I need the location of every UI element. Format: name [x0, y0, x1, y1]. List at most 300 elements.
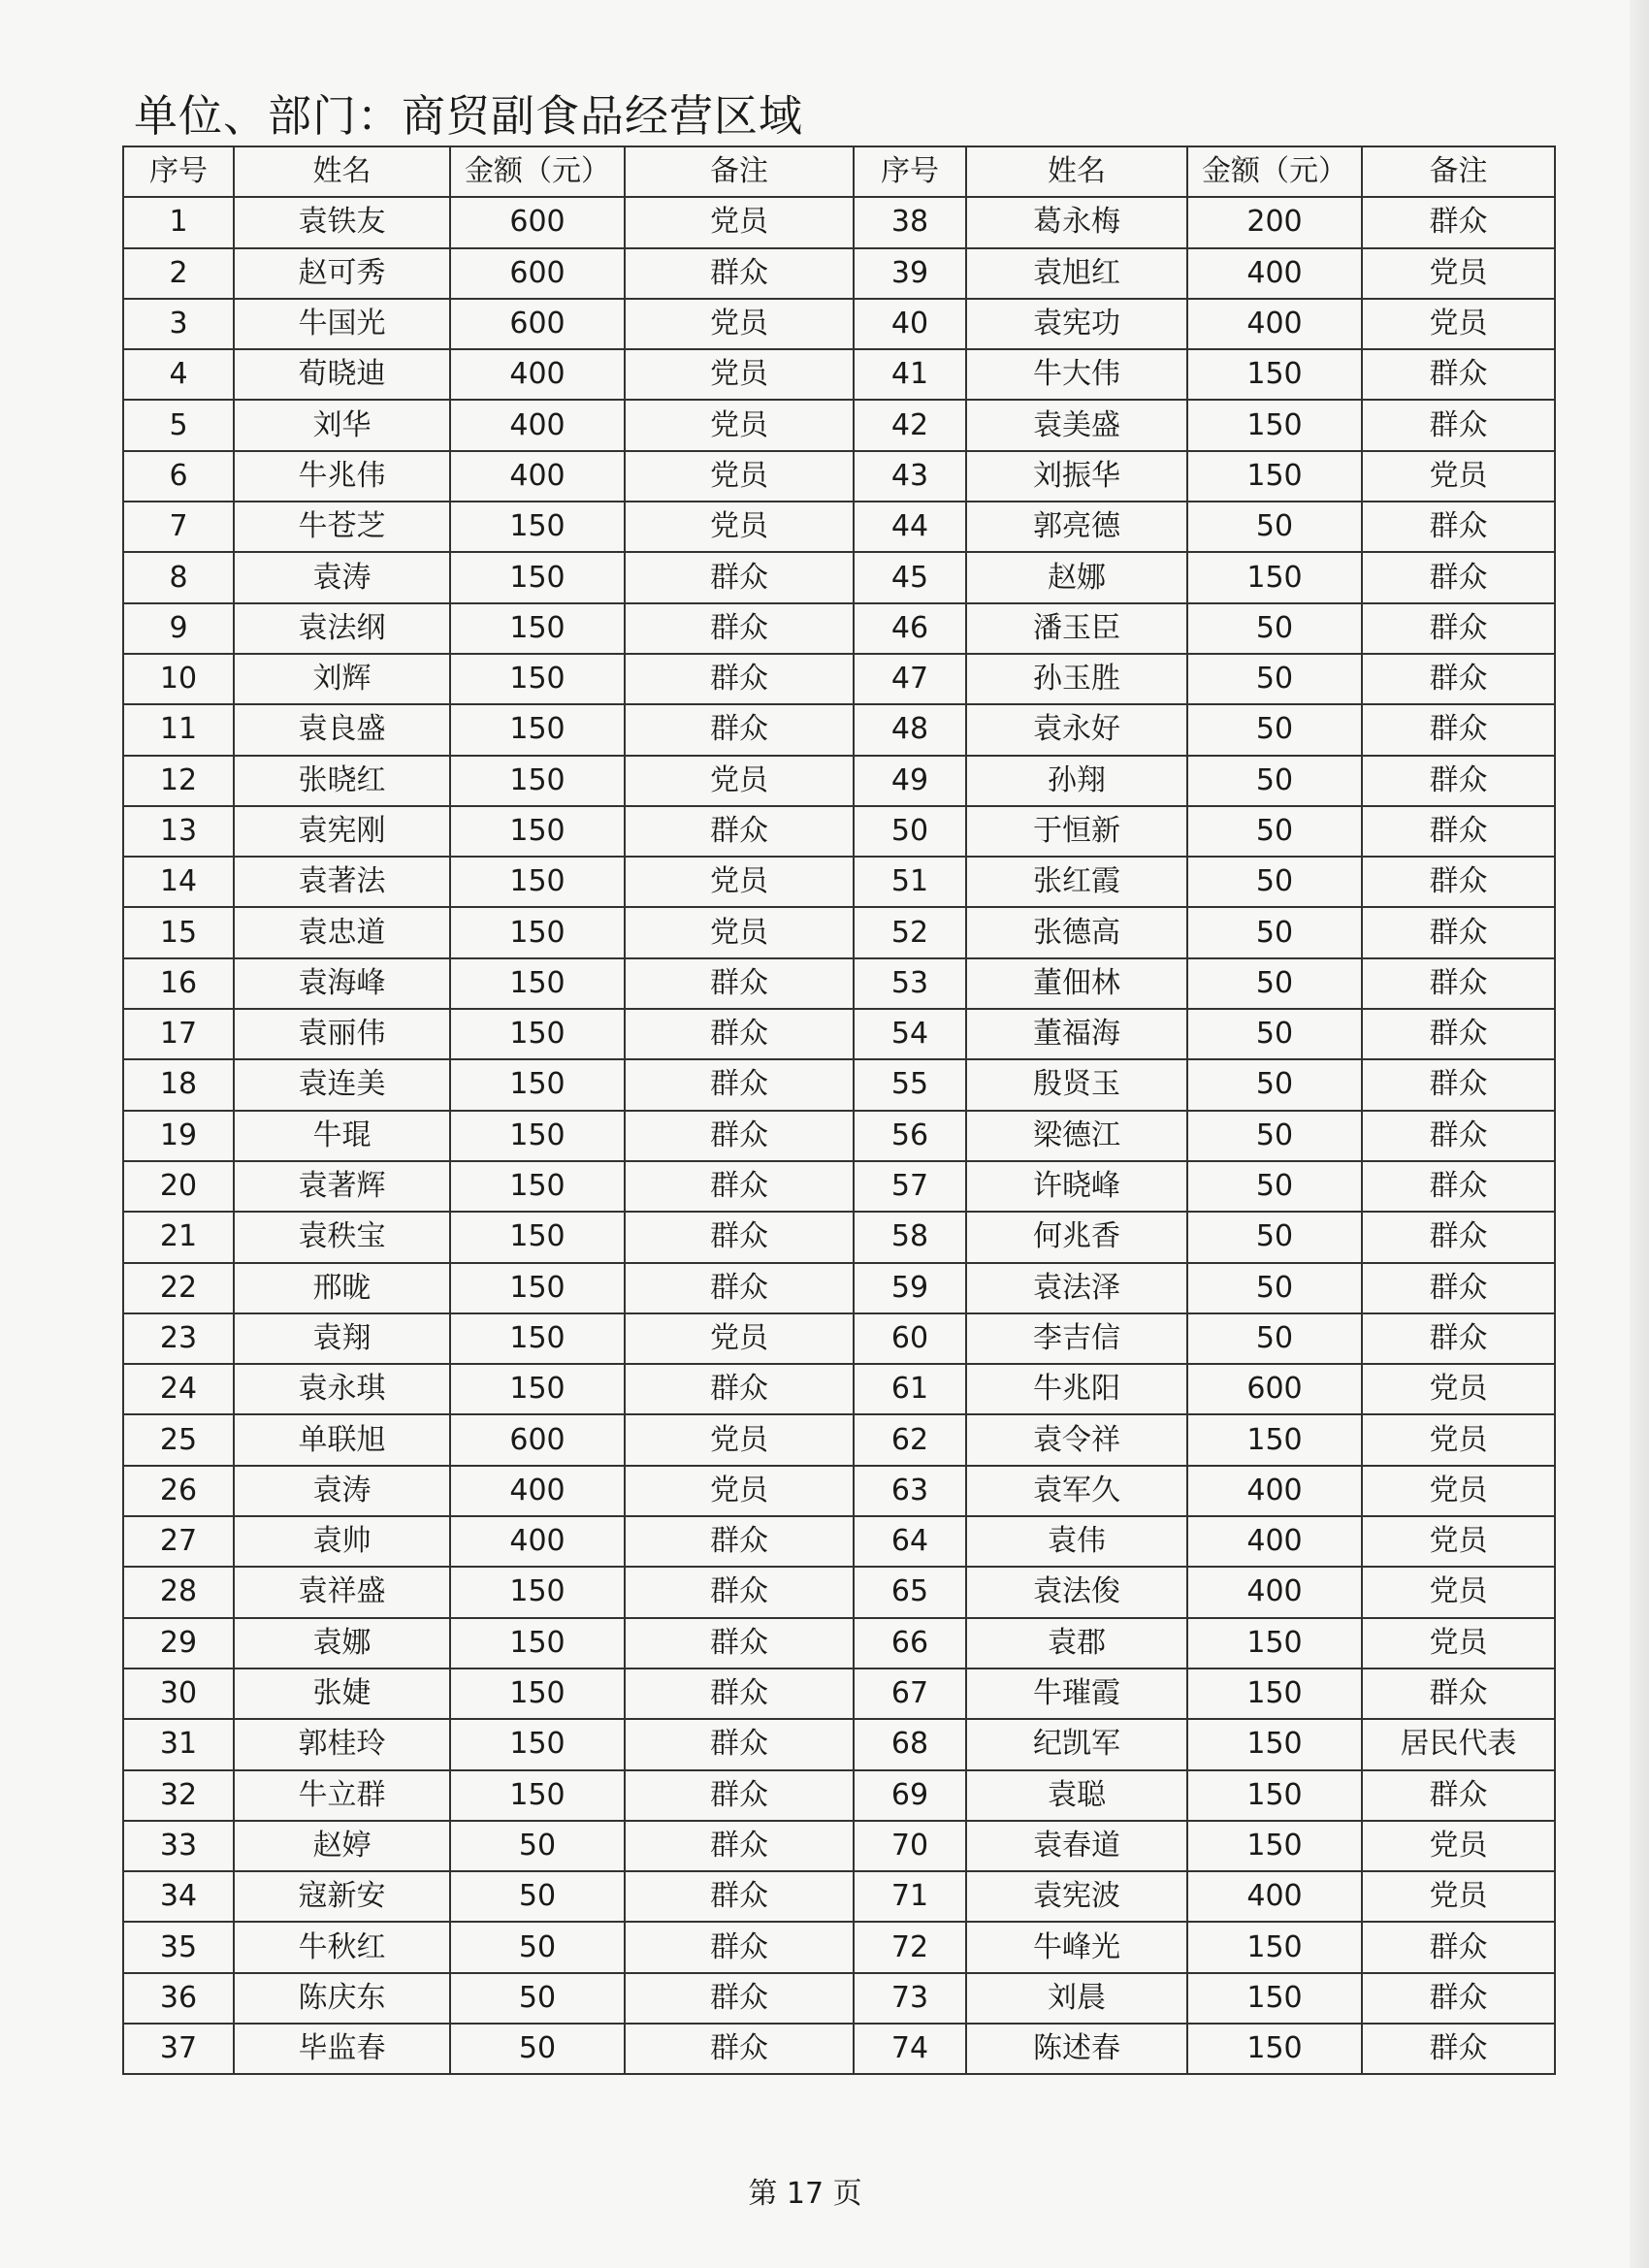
seq-cell: 50	[854, 806, 966, 857]
remark-cell: 群众	[625, 552, 854, 602]
amount-cell: 50	[450, 1922, 625, 1972]
amount-cell: 400	[450, 1516, 625, 1567]
remark-cell: 群众	[625, 1059, 854, 1110]
seq-cell: 15	[123, 907, 234, 957]
name-cell: 袁美盛	[966, 400, 1187, 450]
table-row	[123, 1719, 1555, 1769]
name-cell: 赵娜	[966, 552, 1187, 602]
table-row	[123, 1567, 1555, 1617]
amount-cell: 50	[1187, 857, 1362, 907]
seq-cell: 33	[123, 1821, 234, 1871]
remark-cell: 党员	[625, 756, 854, 806]
remark-cell: 群众	[625, 1161, 854, 1212]
amount-cell: 150	[450, 907, 625, 957]
seq-cell: 42	[854, 400, 966, 450]
remark-cell: 群众	[625, 1922, 854, 1972]
seq-cell: 7	[123, 502, 234, 552]
amount-cell: 150	[450, 704, 625, 755]
remark-cell: 群众	[1362, 1161, 1555, 1212]
remark-cell: 群众	[1362, 349, 1555, 400]
amount-cell: 600	[450, 1414, 625, 1465]
table-row	[123, 1821, 1555, 1871]
remark-cell: 党员	[1362, 1871, 1555, 1922]
name-cell: 刘晨	[966, 1973, 1187, 2024]
remark-cell: 群众	[1362, 2024, 1555, 2074]
seq-cell: 30	[123, 1669, 234, 1719]
seq-cell: 29	[123, 1618, 234, 1669]
name-cell: 董福海	[966, 1009, 1187, 1059]
seq-cell: 9	[123, 603, 234, 654]
remark-cell: 居民代表	[1362, 1719, 1555, 1769]
seq-cell: 46	[854, 603, 966, 654]
table-row	[123, 654, 1555, 704]
seq-cell: 63	[854, 1466, 966, 1516]
name-cell: 袁涛	[234, 552, 450, 602]
amount-cell: 150	[450, 958, 625, 1009]
name-cell: 董佃林	[966, 958, 1187, 1009]
remark-cell: 党员	[1362, 1414, 1555, 1465]
name-cell: 郭桂玲	[234, 1719, 450, 1769]
amount-cell: 150	[450, 1111, 625, 1161]
seq-cell: 16	[123, 958, 234, 1009]
name-cell: 袁涛	[234, 1466, 450, 1516]
header-seq: 序号	[123, 146, 234, 197]
table-row	[123, 958, 1555, 1009]
seq-cell: 8	[123, 552, 234, 602]
table-row	[123, 400, 1555, 450]
seq-cell: 70	[854, 1821, 966, 1871]
remark-cell: 群众	[625, 1618, 854, 1669]
name-cell: 孙玉胜	[966, 654, 1187, 704]
name-cell: 荀晓迪	[234, 349, 450, 400]
table-row	[123, 349, 1555, 400]
remark-cell: 群众	[625, 1111, 854, 1161]
remark-cell: 群众	[1362, 552, 1555, 602]
remark-cell: 群众	[1362, 502, 1555, 552]
remark-cell: 群众	[1362, 1770, 1555, 1821]
remark-cell: 群众	[1362, 1922, 1555, 1972]
name-cell: 陈庆东	[234, 1973, 450, 2024]
remark-cell: 群众	[1362, 1669, 1555, 1719]
table-row	[123, 1618, 1555, 1669]
name-cell: 纪凯军	[966, 1719, 1187, 1769]
table-row	[123, 704, 1555, 755]
seq-cell: 45	[854, 552, 966, 602]
amount-cell: 150	[1187, 552, 1362, 602]
remark-cell: 党员	[1362, 1567, 1555, 1617]
remark-cell: 党员	[1362, 248, 1555, 299]
amount-cell: 50	[450, 1973, 625, 2024]
table-row	[123, 1770, 1555, 1821]
name-cell: 袁忠道	[234, 907, 450, 957]
name-cell: 袁海峰	[234, 958, 450, 1009]
header-remark: 备注	[1362, 146, 1555, 197]
remark-cell: 党员	[1362, 299, 1555, 349]
remark-cell: 群众	[625, 1770, 854, 1821]
table-row	[123, 1111, 1555, 1161]
remark-cell: 党员	[625, 197, 854, 247]
name-cell: 牛琨	[234, 1111, 450, 1161]
amount-cell: 400	[1187, 1871, 1362, 1922]
name-cell: 殷贤玉	[966, 1059, 1187, 1110]
amount-cell: 150	[450, 552, 625, 602]
name-cell: 袁连美	[234, 1059, 450, 1110]
name-cell: 刘振华	[966, 451, 1187, 502]
remark-cell: 党员	[1362, 1516, 1555, 1567]
seq-cell: 23	[123, 1313, 234, 1364]
seq-cell: 61	[854, 1364, 966, 1414]
name-cell: 张红霞	[966, 857, 1187, 907]
amount-cell: 150	[450, 1669, 625, 1719]
seq-cell: 13	[123, 806, 234, 857]
name-cell: 张德高	[966, 907, 1187, 957]
seq-cell: 5	[123, 400, 234, 450]
name-cell: 梁德江	[966, 1111, 1187, 1161]
table-row	[123, 248, 1555, 299]
amount-cell: 150	[450, 1364, 625, 1414]
amount-cell: 150	[450, 1212, 625, 1262]
seq-cell: 31	[123, 1719, 234, 1769]
name-cell: 于恒新	[966, 806, 1187, 857]
amount-cell: 150	[450, 1770, 625, 1821]
remark-cell: 群众	[1362, 400, 1555, 450]
name-cell: 袁宪功	[966, 299, 1187, 349]
table-row	[123, 1161, 1555, 1212]
remark-cell: 群众	[625, 603, 854, 654]
seq-cell: 1	[123, 197, 234, 247]
name-cell: 袁宪波	[966, 1871, 1187, 1922]
remark-cell: 群众	[1362, 1973, 1555, 2024]
table-row	[123, 1263, 1555, 1313]
amount-cell: 50	[1187, 958, 1362, 1009]
table-row	[123, 451, 1555, 502]
amount-cell: 600	[450, 248, 625, 299]
seq-cell: 22	[123, 1263, 234, 1313]
name-cell: 牛秋红	[234, 1922, 450, 1972]
amount-cell: 150	[1187, 400, 1362, 450]
amount-cell: 400	[450, 349, 625, 400]
remark-cell: 群众	[1362, 756, 1555, 806]
amount-cell: 50	[1187, 1161, 1362, 1212]
table-row	[123, 756, 1555, 806]
amount-cell: 150	[450, 756, 625, 806]
remark-cell: 群众	[625, 704, 854, 755]
seq-cell: 68	[854, 1719, 966, 1769]
seq-cell: 10	[123, 654, 234, 704]
table-row	[123, 299, 1555, 349]
name-cell: 袁永琪	[234, 1364, 450, 1414]
amount-cell: 150	[1187, 1922, 1362, 1972]
name-cell: 刘辉	[234, 654, 450, 704]
name-cell: 牛兆伟	[234, 451, 450, 502]
name-cell: 袁宪刚	[234, 806, 450, 857]
remark-cell: 党员	[625, 400, 854, 450]
seq-cell: 59	[854, 1263, 966, 1313]
seq-cell: 48	[854, 704, 966, 755]
table-row	[123, 1871, 1555, 1922]
table-row	[123, 502, 1555, 552]
seq-cell: 53	[854, 958, 966, 1009]
table-row	[123, 197, 1555, 247]
amount-cell: 50	[1187, 1009, 1362, 1059]
name-cell: 袁帅	[234, 1516, 450, 1567]
seq-cell: 3	[123, 299, 234, 349]
seq-cell: 44	[854, 502, 966, 552]
name-cell: 袁良盛	[234, 704, 450, 755]
seq-cell: 66	[854, 1618, 966, 1669]
table-row	[123, 1414, 1555, 1465]
remark-cell: 群众	[1362, 857, 1555, 907]
name-cell: 牛国光	[234, 299, 450, 349]
name-cell: 袁永好	[966, 704, 1187, 755]
seq-cell: 40	[854, 299, 966, 349]
seq-cell: 71	[854, 1871, 966, 1922]
remark-cell: 群众	[1362, 704, 1555, 755]
amount-cell: 150	[450, 1313, 625, 1364]
amount-cell: 400	[1187, 1516, 1362, 1567]
name-cell: 赵可秀	[234, 248, 450, 299]
remark-cell: 群众	[625, 654, 854, 704]
remark-cell: 党员	[625, 1313, 854, 1364]
name-cell: 牛兆阳	[966, 1364, 1187, 1414]
seq-cell: 55	[854, 1059, 966, 1110]
table-row	[123, 806, 1555, 857]
seq-cell: 73	[854, 1973, 966, 2024]
seq-cell: 65	[854, 1567, 966, 1617]
name-cell: 牛大伟	[966, 349, 1187, 400]
name-cell: 何兆香	[966, 1212, 1187, 1262]
amount-cell: 400	[1187, 1567, 1362, 1617]
seq-cell: 54	[854, 1009, 966, 1059]
name-cell: 李吉信	[966, 1313, 1187, 1364]
seq-cell: 2	[123, 248, 234, 299]
amount-cell: 400	[1187, 299, 1362, 349]
remark-cell: 党员	[625, 502, 854, 552]
seq-cell: 14	[123, 857, 234, 907]
amount-cell: 400	[1187, 1466, 1362, 1516]
remark-cell: 群众	[1362, 1059, 1555, 1110]
name-cell: 袁著辉	[234, 1161, 450, 1212]
name-cell: 单联旭	[234, 1414, 450, 1465]
seq-cell: 11	[123, 704, 234, 755]
remark-cell: 党员	[625, 907, 854, 957]
amount-cell: 150	[1187, 1821, 1362, 1871]
seq-cell: 38	[854, 197, 966, 247]
name-cell: 赵婷	[234, 1821, 450, 1871]
remark-cell: 群众	[625, 1212, 854, 1262]
remark-cell: 群众	[625, 1973, 854, 2024]
amount-cell: 400	[450, 1466, 625, 1516]
page-number: 第 17 页	[748, 2177, 862, 2211]
amount-cell: 400	[1187, 248, 1362, 299]
name-cell: 寇新安	[234, 1871, 450, 1922]
table-row	[123, 857, 1555, 907]
table-row	[123, 2024, 1555, 2074]
name-cell: 袁军久	[966, 1466, 1187, 1516]
name-cell: 袁铁友	[234, 197, 450, 247]
header-row	[123, 146, 1555, 197]
seq-cell: 18	[123, 1059, 234, 1110]
seq-cell: 69	[854, 1770, 966, 1821]
seq-cell: 62	[854, 1414, 966, 1465]
amount-cell: 150	[450, 603, 625, 654]
amount-cell: 150	[1187, 1770, 1362, 1821]
remark-cell: 群众	[625, 1263, 854, 1313]
name-cell: 袁法俊	[966, 1567, 1187, 1617]
table-row	[123, 1973, 1555, 2024]
amount-cell: 50	[450, 1821, 625, 1871]
table-row	[123, 1059, 1555, 1110]
seq-cell: 60	[854, 1313, 966, 1364]
remark-cell: 群众	[1362, 1212, 1555, 1262]
name-cell: 袁著法	[234, 857, 450, 907]
remark-cell: 群众	[1362, 806, 1555, 857]
remark-cell: 党员	[625, 451, 854, 502]
remark-cell: 群众	[625, 1821, 854, 1871]
remark-cell: 群众	[625, 1669, 854, 1719]
header-seq: 序号	[854, 146, 966, 197]
remark-cell: 群众	[625, 958, 854, 1009]
remark-cell: 党员	[1362, 1364, 1555, 1414]
table-row	[123, 1669, 1555, 1719]
seq-cell: 52	[854, 907, 966, 957]
amount-cell: 150	[450, 1059, 625, 1110]
name-cell: 袁法纲	[234, 603, 450, 654]
remark-cell: 群众	[625, 1516, 854, 1567]
amount-cell: 400	[450, 400, 625, 450]
seq-cell: 26	[123, 1466, 234, 1516]
remark-cell: 群众	[1362, 958, 1555, 1009]
amount-cell: 150	[450, 1161, 625, 1212]
seq-cell: 32	[123, 1770, 234, 1821]
amount-cell: 150	[450, 857, 625, 907]
table-row	[123, 1922, 1555, 1972]
amount-cell: 600	[450, 299, 625, 349]
header-name: 姓名	[234, 146, 450, 197]
amount-cell: 150	[1187, 1973, 1362, 2024]
remark-cell: 群众	[1362, 907, 1555, 957]
remark-cell: 党员	[625, 299, 854, 349]
seq-cell: 47	[854, 654, 966, 704]
header-amount: 金额（元）	[1187, 146, 1362, 197]
name-cell: 袁丽伟	[234, 1009, 450, 1059]
amount-cell: 150	[1187, 1719, 1362, 1769]
remark-cell: 群众	[1362, 603, 1555, 654]
remark-cell: 群众	[625, 1009, 854, 1059]
amount-cell: 150	[450, 1618, 625, 1669]
name-cell: 袁旭红	[966, 248, 1187, 299]
seq-cell: 37	[123, 2024, 234, 2074]
remark-cell: 党员	[625, 349, 854, 400]
remark-cell: 群众	[1362, 1263, 1555, 1313]
amount-cell: 150	[450, 1009, 625, 1059]
name-cell: 牛峰光	[966, 1922, 1187, 1972]
remark-cell: 群众	[1362, 654, 1555, 704]
seq-cell: 28	[123, 1567, 234, 1617]
amount-cell: 50	[1187, 704, 1362, 755]
name-cell: 袁祥盛	[234, 1567, 450, 1617]
amount-cell: 150	[1187, 349, 1362, 400]
seq-cell: 43	[854, 451, 966, 502]
remark-cell: 群众	[625, 1567, 854, 1617]
amount-cell: 50	[1187, 1263, 1362, 1313]
seq-cell: 20	[123, 1161, 234, 1212]
seq-cell: 58	[854, 1212, 966, 1262]
amount-cell: 150	[1187, 1618, 1362, 1669]
table-row	[123, 1466, 1555, 1516]
amount-cell: 50	[1187, 1111, 1362, 1161]
seq-cell: 21	[123, 1212, 234, 1262]
amount-cell: 150	[1187, 1414, 1362, 1465]
seq-cell: 17	[123, 1009, 234, 1059]
remark-cell: 群众	[1362, 1313, 1555, 1364]
name-cell: 邢昽	[234, 1263, 450, 1313]
amount-cell: 150	[450, 654, 625, 704]
remark-cell: 党员	[1362, 1466, 1555, 1516]
amount-cell: 200	[1187, 197, 1362, 247]
amount-cell: 150	[450, 1567, 625, 1617]
table-row	[123, 1009, 1555, 1059]
name-cell: 袁翔	[234, 1313, 450, 1364]
seq-cell: 51	[854, 857, 966, 907]
remark-cell: 群众	[1362, 1009, 1555, 1059]
seq-cell: 36	[123, 1973, 234, 2024]
remark-cell: 群众	[625, 1719, 854, 1769]
header-name: 姓名	[966, 146, 1187, 197]
table-row	[123, 1516, 1555, 1567]
amount-cell: 50	[1187, 907, 1362, 957]
name-cell: 袁春道	[966, 1821, 1187, 1871]
name-cell: 牛立群	[234, 1770, 450, 1821]
seq-cell: 49	[854, 756, 966, 806]
table-row	[123, 603, 1555, 654]
name-cell: 袁秩宝	[234, 1212, 450, 1262]
amount-cell: 150	[1187, 451, 1362, 502]
name-cell: 袁娜	[234, 1618, 450, 1669]
remark-cell: 党员	[625, 1466, 854, 1516]
remark-cell: 党员	[625, 1414, 854, 1465]
name-cell: 牛璀霞	[966, 1669, 1187, 1719]
seq-cell: 6	[123, 451, 234, 502]
seq-cell: 24	[123, 1364, 234, 1414]
amount-cell: 50	[1187, 603, 1362, 654]
name-cell: 许晓峰	[966, 1161, 1187, 1212]
page-title: 单位、部门：商贸副食品经营区域	[134, 90, 804, 142]
amount-cell: 50	[1187, 756, 1362, 806]
name-cell: 陈述春	[966, 2024, 1187, 2074]
amount-cell: 600	[1187, 1364, 1362, 1414]
name-cell: 袁法泽	[966, 1263, 1187, 1313]
amount-cell: 150	[450, 1719, 625, 1769]
seq-cell: 4	[123, 349, 234, 400]
amount-cell: 400	[450, 451, 625, 502]
name-cell: 潘玉臣	[966, 603, 1187, 654]
amount-cell: 50	[1187, 806, 1362, 857]
name-cell: 袁伟	[966, 1516, 1187, 1567]
table-row	[123, 1313, 1555, 1364]
remark-cell: 群众	[625, 248, 854, 299]
seq-cell: 25	[123, 1414, 234, 1465]
seq-cell: 34	[123, 1871, 234, 1922]
amount-cell: 600	[450, 197, 625, 247]
amount-cell: 150	[1187, 1669, 1362, 1719]
remark-cell: 群众	[625, 1364, 854, 1414]
amount-cell: 50	[1187, 654, 1362, 704]
remark-cell: 群众	[625, 1871, 854, 1922]
name-cell: 袁郡	[966, 1618, 1187, 1669]
header-remark: 备注	[625, 146, 854, 197]
seq-cell: 35	[123, 1922, 234, 1972]
